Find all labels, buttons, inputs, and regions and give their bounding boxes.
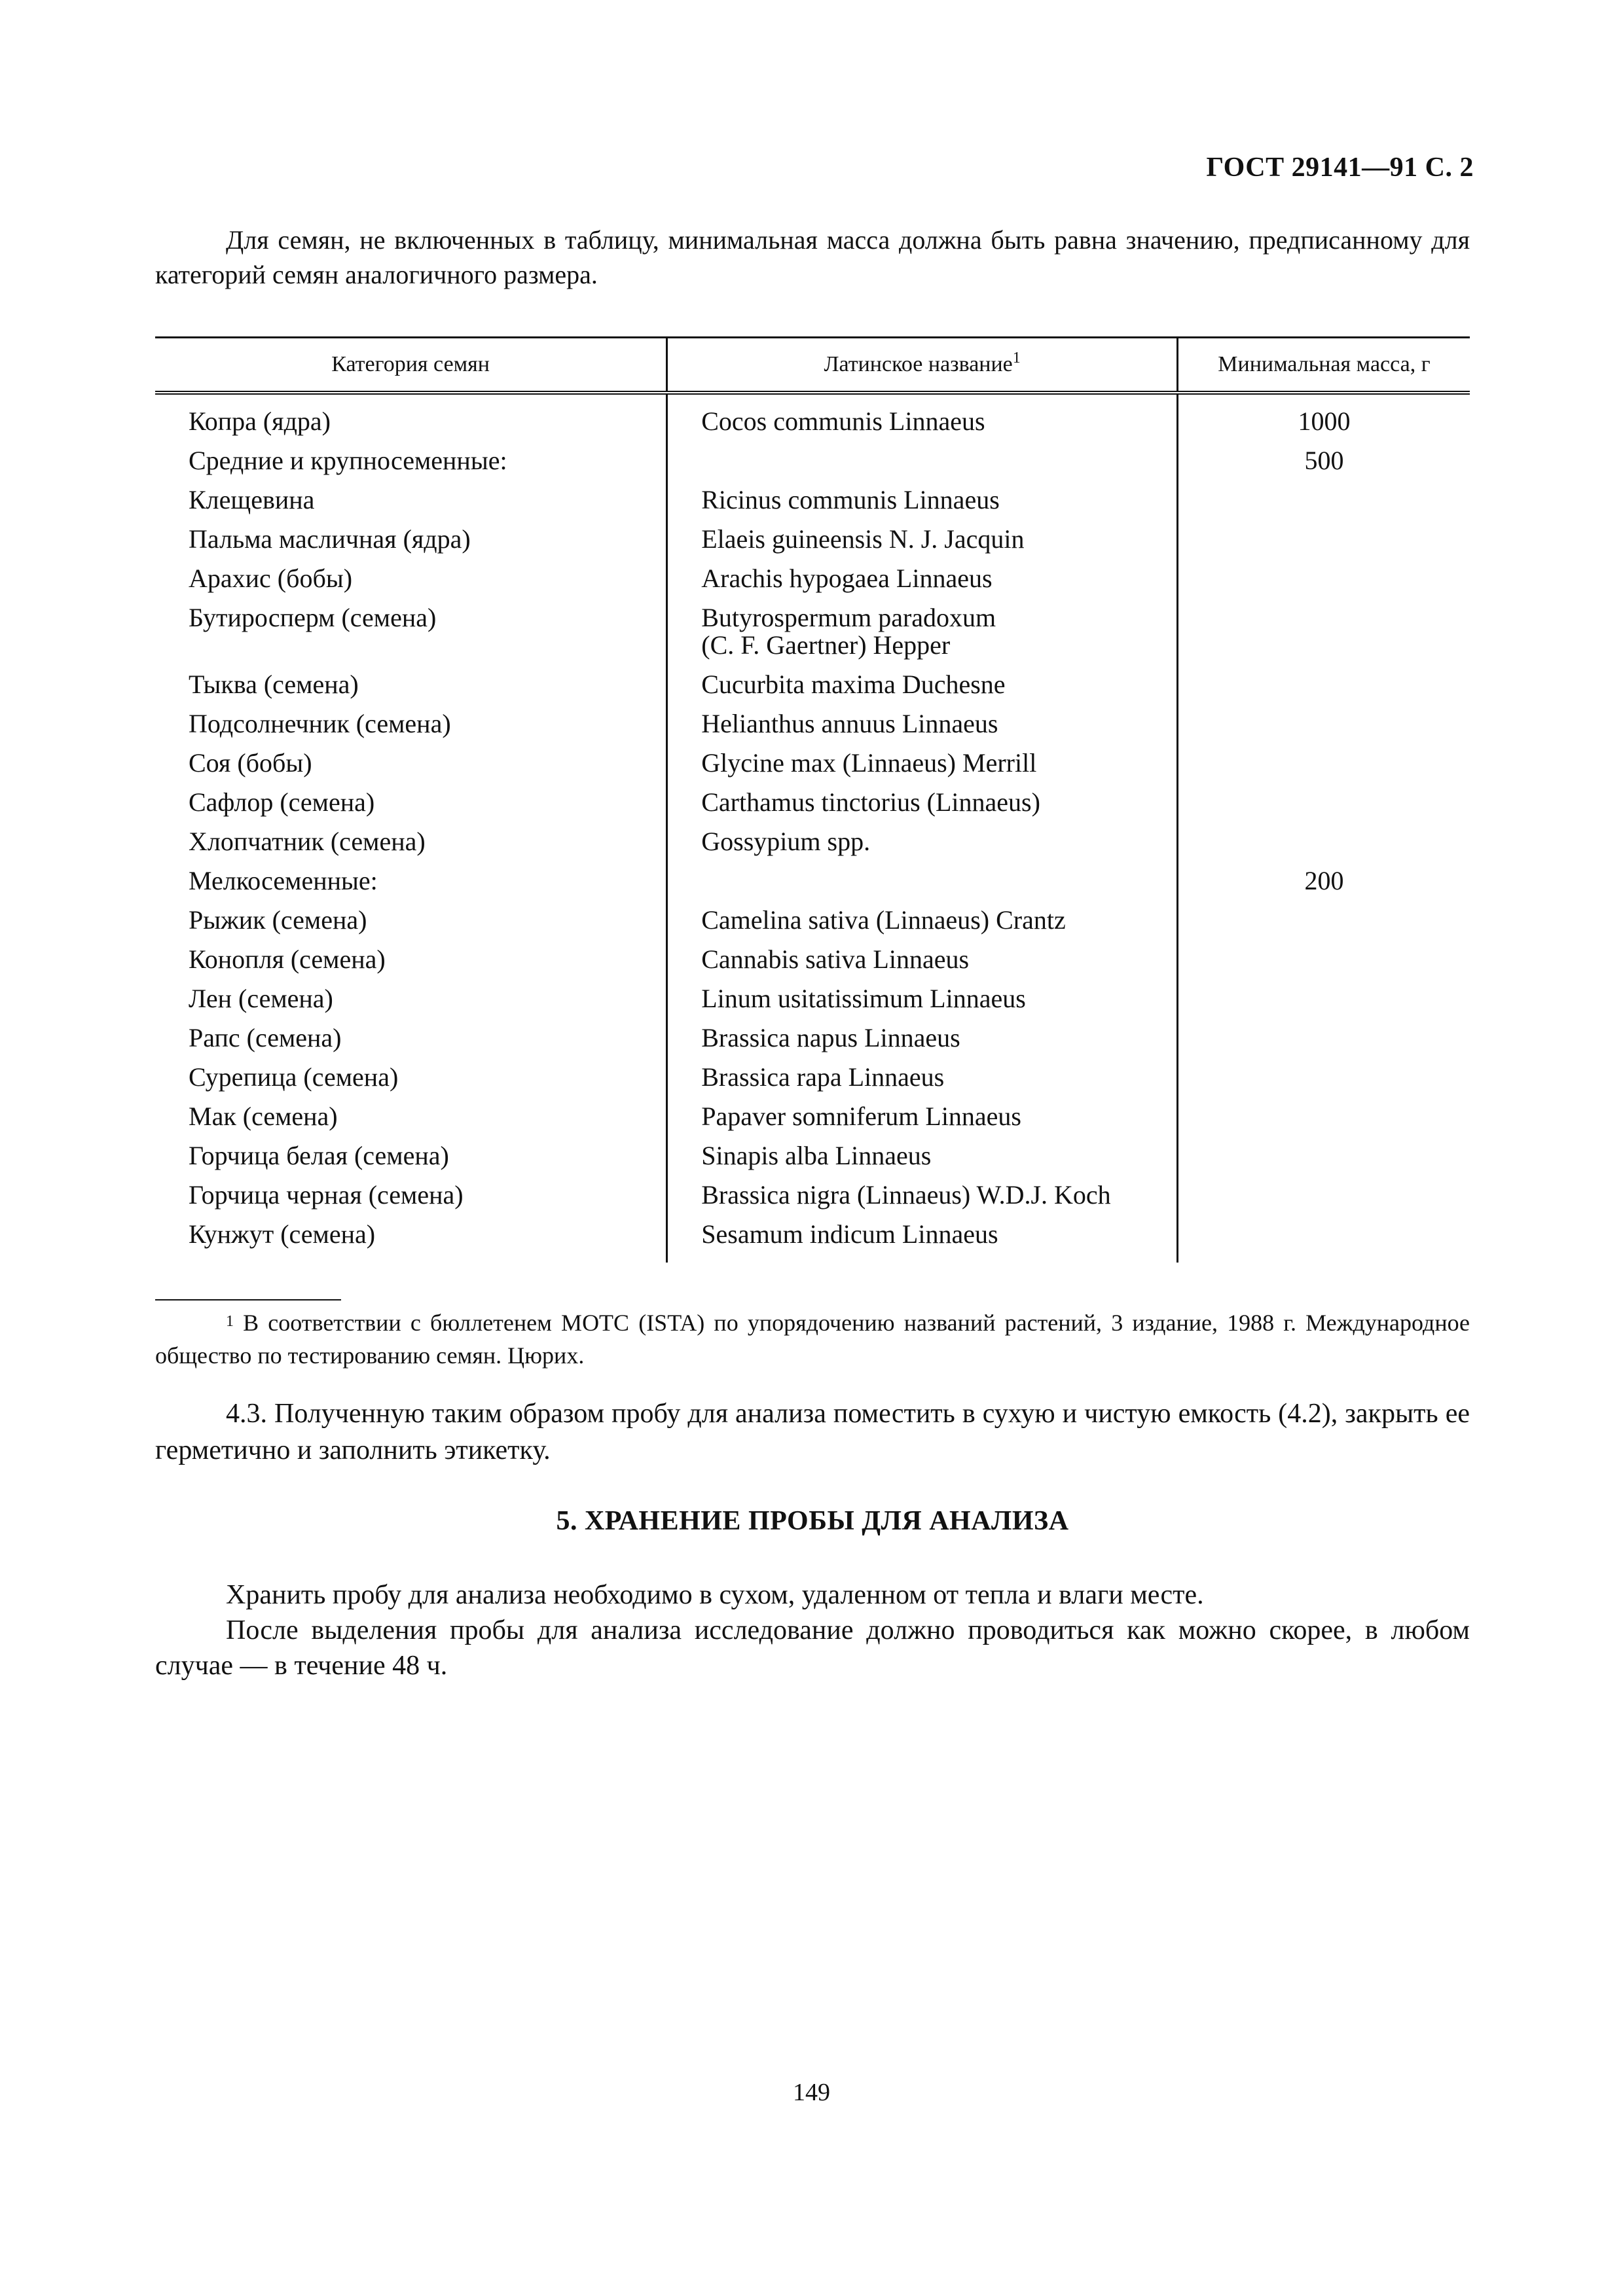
latin-name: Brassica napus Linnaeus — [701, 1023, 960, 1052]
column-header-latin-text: Латинское название — [824, 352, 1013, 376]
cell-mass — [1178, 565, 1470, 604]
paragraph-4-3-text: 4.3. Полученную таким образом пробу для анализа поместить в сухую и чистую емкость (4.2), закрыть ее герметично и заполнить этикетку. — [155, 1399, 1470, 1465]
page-number: 149 — [793, 2079, 830, 2106]
cell-latin — [667, 671, 1178, 710]
cell-latin — [667, 867, 1178, 906]
footnote-mark: 1 — [226, 1313, 234, 1330]
cell-mass — [1178, 946, 1470, 985]
table-row — [155, 1103, 1470, 1142]
cell-latin — [667, 486, 1178, 526]
cell-category: Хлопчатник (семена) — [155, 828, 667, 867]
cell-latin — [667, 447, 1178, 486]
latin-name-continued: (C. F. Gaertner) Hepper — [701, 630, 951, 660]
cell-category: Средние и крупносеменные: — [155, 447, 667, 486]
cell-category: Сафлор (семена) — [155, 789, 667, 828]
cell-category: Мелкосеменные: — [155, 867, 667, 906]
table-row — [155, 828, 1470, 867]
cell-category: Рапс (семена) — [155, 1024, 667, 1064]
cell-category: Бутиросперм (семена) — [155, 604, 667, 671]
latin-name: Butyrospermum paradoxum — [701, 603, 996, 632]
cell-latin — [667, 1064, 1178, 1103]
cell-category: Рыжик (семена) — [155, 906, 667, 946]
table-row — [155, 1142, 1470, 1181]
latin-name: Gossypium spp. — [701, 827, 871, 856]
footnote-divider — [155, 1299, 341, 1300]
cell-mass — [1178, 671, 1470, 710]
table-row — [155, 1064, 1470, 1103]
cell-latin — [667, 1103, 1178, 1142]
cell-mass — [1178, 486, 1470, 526]
cell-mass: 200 — [1304, 866, 1344, 895]
cell-latin — [667, 393, 1178, 447]
footnote-mark: 1 — [1012, 350, 1021, 367]
footnote — [155, 1306, 1470, 1372]
column-header-latin — [667, 338, 1178, 393]
cell-mass — [1178, 1142, 1470, 1181]
cell-latin — [667, 906, 1178, 946]
cell-category: Копра (ядра) — [155, 393, 667, 447]
intro-text: Для семян, не включенных в таблицу, минимальная масса должна быть равна значению, предписанному для категорий семян аналогичного размера. — [155, 225, 1470, 289]
cell-mass — [1178, 710, 1470, 749]
latin-name: Sesamum indicum Linnaeus — [701, 1219, 998, 1249]
cell-mass — [1178, 828, 1470, 867]
cell-latin — [667, 1221, 1178, 1263]
intro-paragraph — [155, 223, 1470, 292]
latin-name: Cannabis sativa Linnaeus — [701, 944, 970, 974]
cell-latin — [667, 946, 1178, 985]
cell-category: Пальма масличная (ядра) — [155, 526, 667, 565]
cell-category: Тыква (семена) — [155, 671, 667, 710]
cell-category: Подсолнечник (семена) — [155, 710, 667, 749]
cell-mass — [1178, 749, 1470, 789]
footnote-text: В соответствии с бюллетенем МОТС (ISTA) по упорядочению названий растений, 3 издание, 1988 г. Международное общество по тестированию семян. Цюрих. — [155, 1310, 1470, 1369]
seed-mass-table — [155, 336, 1470, 1263]
cell-mass — [1178, 526, 1470, 565]
section-title: 5. ХРАНЕНИЕ ПРОБЫ ДЛЯ АНАЛИЗА — [556, 1506, 1069, 1536]
cell-category: Соя (бобы) — [155, 749, 667, 789]
latin-name: Brassica rapa Linnaeus — [701, 1062, 945, 1092]
section-5-paragraph-2-text: После выделения пробы для анализа исследование должно проводиться как можно скорее, в любом случае — в течение 48 ч. — [155, 1615, 1470, 1681]
latin-name: Ricinus communis Linnaeus — [701, 485, 1000, 514]
cell-latin — [667, 604, 1178, 671]
table-row — [155, 486, 1470, 526]
cell-latin — [667, 710, 1178, 749]
latin-name: Linum usitatissimum Linnaeus — [701, 984, 1026, 1013]
table-row — [155, 906, 1470, 946]
page-header: ГОСТ 29141—91 С. 2 — [1206, 152, 1474, 183]
latin-name: Helianthus annuus Linnaeus — [701, 709, 998, 738]
cell-mass: 500 — [1304, 446, 1344, 475]
cell-mass: 1000 — [1298, 406, 1351, 436]
table-row — [155, 565, 1470, 604]
cell-latin — [667, 828, 1178, 867]
latin-name: Sinapis alba Linnaeus — [701, 1141, 932, 1170]
table-header-row — [155, 338, 1470, 393]
cell-category: Горчица черная (семена) — [155, 1181, 667, 1221]
latin-name: Arachis hypogaea Linnaeus — [701, 564, 993, 593]
table-row — [155, 447, 1470, 486]
cell-mass — [1178, 1103, 1470, 1142]
cell-mass — [1178, 985, 1470, 1024]
cell-mass — [1178, 906, 1470, 946]
cell-latin — [667, 789, 1178, 828]
cell-latin — [667, 526, 1178, 565]
table-row — [155, 985, 1470, 1024]
latin-name: Brassica nigra (Linnaeus) W.D.J. Koch — [701, 1180, 1111, 1210]
table-row — [155, 1024, 1470, 1064]
latin-name: Papaver somniferum Linnaeus — [701, 1102, 1021, 1131]
table-row — [155, 749, 1470, 789]
table-row — [155, 604, 1470, 671]
cell-latin — [667, 565, 1178, 604]
cell-latin — [667, 749, 1178, 789]
cell-category: Арахис (бобы) — [155, 565, 667, 604]
latin-name: Elaeis guineensis N. J. Jacquin — [701, 524, 1025, 554]
column-header-mass: Минимальная масса, г — [1178, 338, 1470, 393]
latin-name: Cucurbita maxima Duchesne — [701, 670, 1006, 699]
section-5-paragraph-1 — [155, 1577, 1470, 1613]
table-row — [155, 393, 1470, 447]
latin-name: Camelina sativa (Linnaeus) Crantz — [701, 905, 1066, 935]
table-body — [155, 393, 1470, 1263]
cell-category: Конопля (семена) — [155, 946, 667, 985]
table-row — [155, 867, 1470, 906]
table-row — [155, 789, 1470, 828]
paragraph-4-3 — [155, 1395, 1470, 1469]
cell-mass — [1178, 1221, 1470, 1263]
cell-latin — [667, 1142, 1178, 1181]
cell-category: Лен (семена) — [155, 985, 667, 1024]
table-row — [155, 1221, 1470, 1263]
cell-mass — [1178, 604, 1470, 671]
latin-name: Glycine max (Linnaeus) Merrill — [701, 748, 1037, 778]
cell-mass — [1178, 1024, 1470, 1064]
cell-latin — [667, 1181, 1178, 1221]
latin-name: Carthamus tinctorius (Linnaeus) — [701, 787, 1040, 817]
cell-category: Мак (семена) — [155, 1103, 667, 1142]
table-row — [155, 526, 1470, 565]
cell-mass — [1178, 789, 1470, 828]
table-row — [155, 946, 1470, 985]
cell-mass — [1178, 1064, 1470, 1103]
column-header-category: Категория семян — [155, 338, 667, 393]
latin-name: Cocos communis Linnaeus — [701, 406, 985, 436]
table-row — [155, 710, 1470, 749]
cell-category: Сурепица (семена) — [155, 1064, 667, 1103]
table-row — [155, 671, 1470, 710]
section-5-paragraph-2 — [155, 1613, 1470, 1683]
cell-latin — [667, 1024, 1178, 1064]
cell-category: Клещевина — [155, 486, 667, 526]
cell-category: Кунжут (семена) — [155, 1221, 667, 1263]
cell-latin — [667, 985, 1178, 1024]
table-row — [155, 1181, 1470, 1221]
cell-mass — [1178, 1181, 1470, 1221]
cell-category: Горчица белая (семена) — [155, 1142, 667, 1181]
section-5-paragraph-1-text: Хранить пробу для анализа необходимо в сухом, удаленном от тепла и влаги месте. — [226, 1580, 1204, 1610]
